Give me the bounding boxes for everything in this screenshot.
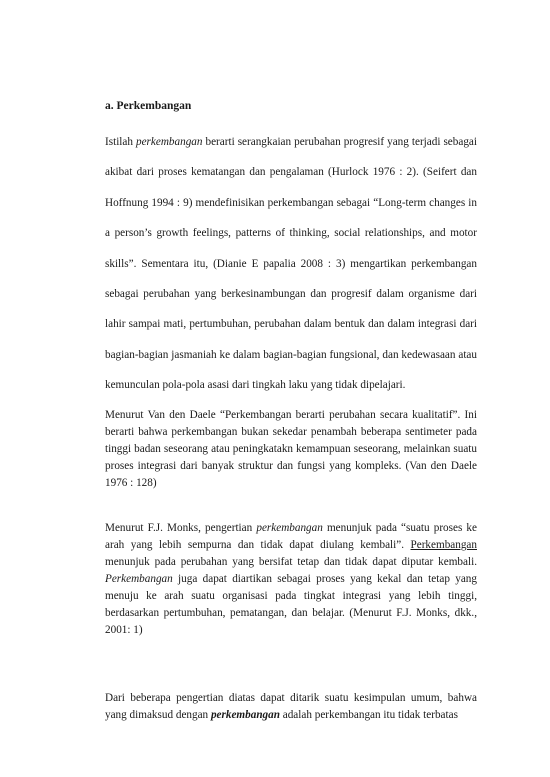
p4-term-bold-italic: perkembangan [210, 709, 280, 721]
p4-text-c: adalah perkembangan itu tidak terbatas [279, 709, 458, 721]
p3-text-g: juga dapat diartikan sebagai proses yang kekal dan tetap yang menuju ke arah suatu organisasi pada tingkat integrasi yang lebih tinggi, berdasarkan pertumbuhan, pematangan, dan belajar. (Menurut F.J. Monks, dkk., 2001: 1) [105, 573, 477, 636]
p1-text-pre: Istilah [105, 136, 136, 148]
p3-term-italic-2: Perkembangan [105, 573, 173, 585]
p1-text-post: berarti serangkaian perubahan progresif yang terjadi sebagai akibat dari proses kematangan dan pengalaman (Hurlock 1976 : 2). (Seifert dan Hoffnung 1994 : 9) mendefinisikan perkembangan sebagai “Long-term changes in a person’s growth feelings, patterns of thinking, social relationships, and motor skills”. Sementara itu, (Dianie E papalia 2008 : 3) mengartikan perkembangan sebagai perubahan yang berkesinambungan dan progresif dalam organisme dari lahir sampai mati, pertumbuhan, perubahan dalam bentuk dan dalam integrasi dari bagian-bagian jasmaniah ke dalam bagian-bagian fungsional, dan kedewasaan atau kemunculan pola-pola asasi dari tingkah laku yang tidak dipelajari. [105, 136, 478, 392]
paragraph-kesimpulan [105, 690, 477, 724]
p3-text-c: menunjuk pada “suatu proses ke arah yang lebih sempurna dan tidak dapat diulang kembali”. [105, 522, 477, 551]
p3-term-underlined: Perkembangan [410, 539, 477, 551]
section-heading: a. Perkembangan [105, 100, 192, 112]
p1-term-italic: perkembangan [135, 136, 203, 148]
p3-text-e: menunjuk pada perubahan yang bersifat tetap dan tidak dapat diputar kembali. [105, 556, 477, 568]
paragraph-van-den-daele: Menurut Van den Daele “Perkembangan berarti perubahan secara kualitatif”. Ini berarti bahwa perkembangan bukan sekedar penambah beberapa sentimeter pada tinggi badan seseorang atau peningkatakn kemampuan seseorang, melainkan suatu proses integrasi dari banyak struktur dan fungsi yang kompleks. (Van den Daele 1976 : 128) [105, 409, 477, 489]
paragraph-definition-istilah [105, 127, 477, 401]
p3-term-italic: perkembangan [256, 522, 323, 534]
paragraph-monks [105, 520, 477, 639]
p4-text-a: Dari beberapa pengertian diatas dapat ditarik suatu kesimpulan umum, bahwa yang dimaksud dengan [105, 692, 477, 721]
p3-text-a: Menurut F.J. Monks, pengertian [105, 522, 257, 534]
